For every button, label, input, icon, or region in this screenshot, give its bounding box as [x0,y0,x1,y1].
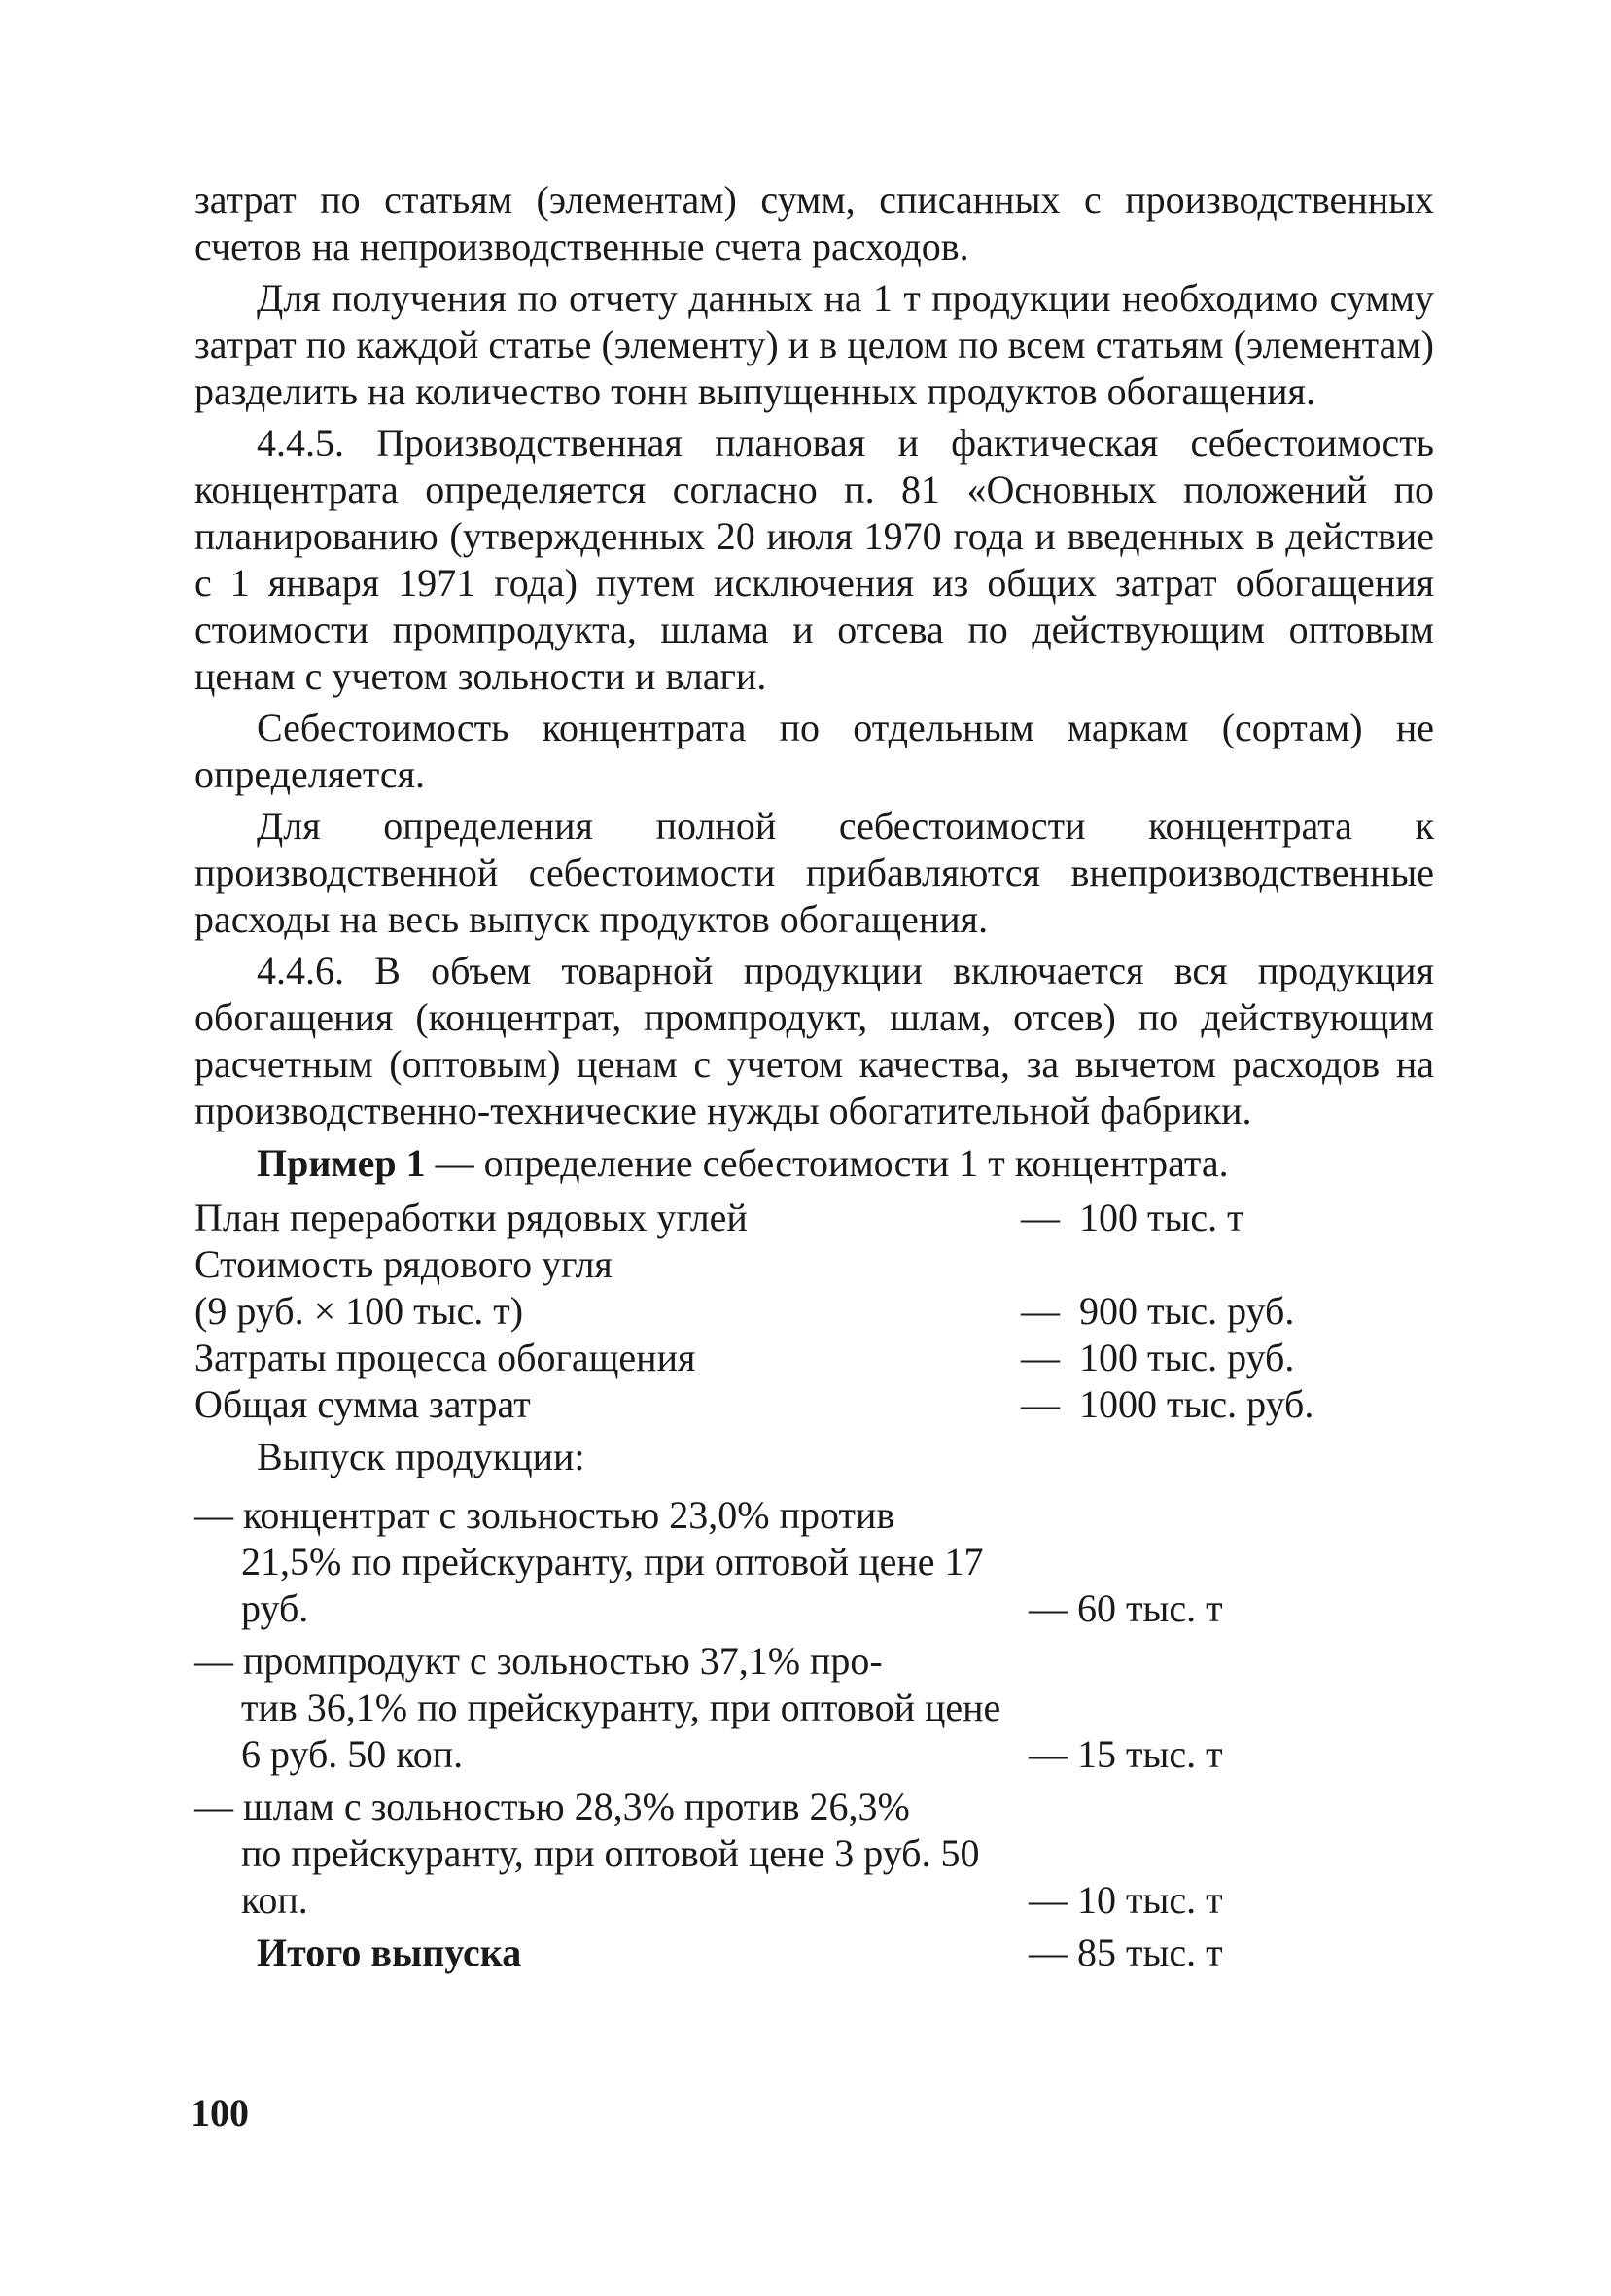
page-number: 100 [191,2091,249,2135]
cost-label-line1: Стоимость рядового угля [194,1242,613,1286]
example-row-total [194,1381,1434,1428]
dash: — [1021,1336,1060,1379]
output-item-text [194,1638,1021,1778]
output-item-value: — 10 тыс. т [1029,1878,1223,1922]
example-row-process [194,1335,1434,1381]
paragraph-full-cost: Для определения полной себестоимости концентрата к производственной себестоимости прибавляются внепроизводственные расходы на весь выпуск продуктов обогащения. [194,804,1434,941]
paragraph-per-ton: Для получения по отчету данных на 1 т продукции необходимо сумму затрат по каждой статье (элементу) и в целом по всем статьям (элементам) разделить на количество тонн выпущенных продуктов обогащения. [194,276,1434,413]
paragraph-continuation: затрат по статьям (элементам) сумм, списанных с производственных счетов на непроизводственные счета расходов. [194,178,1434,268]
total-cost-label: Общая сумма затрат [194,1382,531,1426]
example-row-plan [194,1195,1434,1241]
output-item-first-line: — концентрат с зольностью 23,0% против [194,1493,895,1537]
output-item [194,1638,1434,1778]
output-total-label: Итого выпуска [257,1931,522,1974]
output-total-row [194,1930,1434,1976]
output-item-text [194,1784,1021,1924]
plan-label: План переработки рядовых углей [194,1196,748,1239]
example-title-rest: — определение себестоимости 1 т концентрата. [425,1141,1229,1185]
process-value: 100 тыс. руб. [1079,1336,1295,1379]
output-item-value: — 60 тыс. т [1029,1586,1223,1630]
example-table [194,1195,1434,1428]
example-row-cost [194,1288,1434,1335]
paragraph-4-4-6: 4.4.6. В объем товарной продукции включается вся продукция обогащения (концентрат, промпродукт, шлам, отсев) по действующим расчетным (оптовым) ценам с учетом качества, за вычетом расходов на производственно-технические нужды обогатительной фабрики. [194,949,1434,1132]
output-item-rest: 21,5% по прейскуранту, при оптовой цене 17 руб. [241,1540,984,1630]
paragraph-grades: Себестоимость концентрата по отдельным маркам (сортам) не определяется. [194,706,1434,796]
process-label: Затраты процесса обогащения [194,1336,696,1379]
paragraph-4-4-5: 4.4.5. Производственная плановая и фактическая себестоимость концентрата определяется согласно п. 81 «Основных положений по планированию (утвержденных 20 июля 1970 года и введенных в действие с 1 января 1971 года) путем исключения из общих затрат обогащения стоимости промпродукта, шлама и отсева по действующим оптовым ценам с учетом зольности и влаги. [194,421,1434,698]
output-item-text [194,1492,1021,1632]
plan-value: 100 тыс. т [1079,1196,1244,1239]
example-title: Пример 1 [257,1141,426,1185]
dash: — [1021,1289,1060,1333]
output-item-rest: тив 36,1% по прейскуранту, при оптовой цене 6 руб. 50 коп. [241,1686,1001,1776]
output-total-value: — 85 тыс. т [1029,1931,1223,1974]
dash: — [1021,1196,1060,1239]
dash: — [1021,1382,1060,1426]
output-item [194,1784,1434,1924]
output-item-rest: по прейскуранту, при оптовой цене 3 руб. 50 коп. [241,1831,980,1922]
output-list [194,1492,1434,1976]
output-item-first-line: — шлам с зольностью 28,3% против 26,3% [194,1785,910,1828]
output-heading: Выпуск продукции: [257,1435,585,1478]
output-item-first-line: — промпродукт с зольностью 37,1% про- [194,1639,883,1683]
example-heading [194,1140,1434,1187]
output-item-value: — 15 тыс. т [1029,1732,1223,1776]
cost-value: 900 тыс. руб. [1079,1289,1295,1333]
total-cost-value: 1000 тыс. руб. [1079,1382,1314,1426]
body-text [194,177,1434,1976]
cost-label-line2: (9 руб. × 100 тыс. т) [194,1289,524,1333]
output-item [194,1492,1434,1632]
